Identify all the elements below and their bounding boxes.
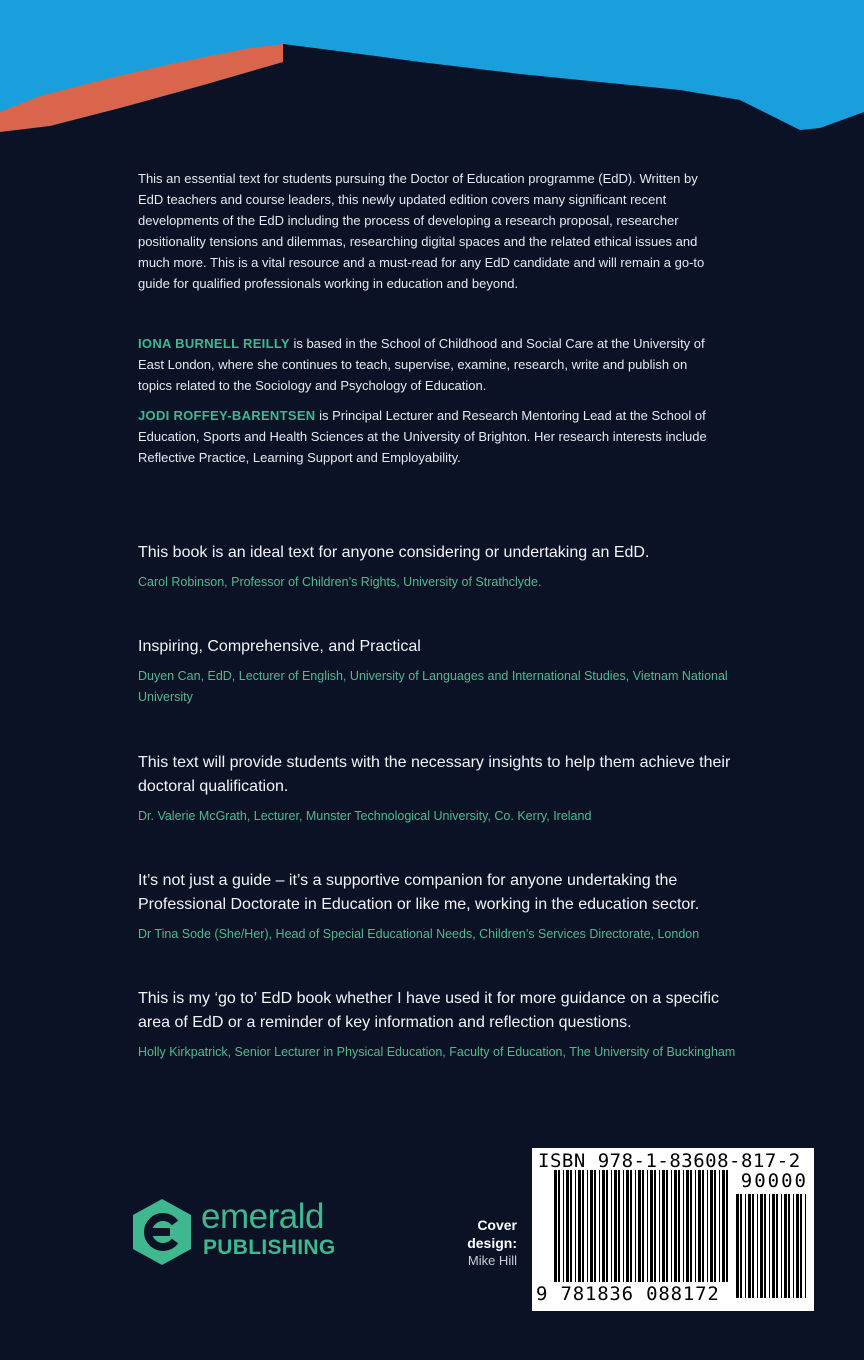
barcode-bar xyxy=(719,1170,720,1282)
endorsement-text-1: This book is an ideal text for anyone considering or undertaking an EdD. xyxy=(138,544,650,561)
barcode-bar xyxy=(772,1194,775,1298)
barcode-bar xyxy=(587,1170,588,1282)
barcode-bar xyxy=(570,1170,572,1282)
barcode-bar xyxy=(647,1170,648,1282)
barcode-bar xyxy=(707,1170,708,1282)
barcode-bar xyxy=(611,1170,612,1282)
barcode-bar xyxy=(563,1170,564,1282)
endorsement-text-4: It’s not just a guide – it’s a supportive companion for anyone undertaking the Professional Doctorate in Education or like me, working in the education sector. xyxy=(138,872,700,913)
barcode-bar xyxy=(757,1194,758,1298)
barcode-bar xyxy=(650,1170,653,1282)
isbn-barcode xyxy=(532,1148,814,1311)
endorsement-text-3: This text will provide students with the necessary insights to help them achieve their doctoral qualification. xyxy=(138,754,731,795)
barcode-bar xyxy=(623,1170,624,1282)
cover-design-credit xyxy=(440,1216,517,1270)
barcode-bar xyxy=(662,1170,665,1282)
barcode-bar xyxy=(642,1170,644,1282)
endorsement-4 xyxy=(138,869,738,945)
barcode-bar xyxy=(736,1194,739,1298)
barcode-bar xyxy=(764,1194,766,1298)
barcode-bar xyxy=(748,1194,751,1298)
barcode-bar xyxy=(784,1194,787,1298)
barcode-bar xyxy=(638,1170,641,1282)
endorsement-text-2: Inspiring, Comprehensive, and Practical xyxy=(138,638,421,655)
barcode-bar xyxy=(752,1194,754,1298)
book-description: This an essential text for students pursuing the Doctor of Education programme (EdD). Written by EdD teachers and course leaders, this newly updated edition covers many significant recent developments of the EdD including the process of developing a research proposal, researcher positionality tensions and dilemmas, researching digital spaces and the related ethical issues and much more. This is a vital resource and a must-read for any EdD candidate and will remain a go-to guide for qualified professionals working in education and beyond. xyxy=(138,171,705,291)
publisher-name-publishing: PUBLISHING xyxy=(203,1236,336,1259)
barcode-addon-number: 90000 xyxy=(740,1170,808,1192)
barcode-bar xyxy=(740,1194,742,1298)
barcode-bar xyxy=(558,1170,560,1282)
barcode-bar xyxy=(630,1170,632,1282)
author-bio-1 xyxy=(138,333,718,396)
barcode-bar xyxy=(578,1170,581,1282)
cover-design-label: Cover design: xyxy=(467,1217,517,1251)
barcode-bar xyxy=(710,1170,713,1282)
endorsement-text-5: This is my ‘go to’ EdD book whether I have used it for more guidance on a specific area of EdD or a reminder of key information and reflection questions. xyxy=(138,990,720,1031)
barcode-bar xyxy=(671,1170,672,1282)
author-name-2: JODI ROFFEY-BARENTSEN xyxy=(138,408,316,423)
barcode-bar xyxy=(678,1170,680,1282)
barcode-bar xyxy=(793,1194,794,1298)
barcode-bar xyxy=(686,1170,689,1282)
emerald-hexagon-logo-icon xyxy=(130,1197,194,1267)
ean-number: 9 781836 088172 xyxy=(536,1283,720,1305)
barcode-bar xyxy=(582,1170,584,1282)
barcode-bar xyxy=(626,1170,629,1282)
barcode-bar xyxy=(796,1194,799,1298)
endorsement-source-4: Dr Tina Sode (She/Her), Head of Special Educational Needs, Children’s Services Directorate, London xyxy=(138,927,700,941)
barcode-bar xyxy=(702,1170,704,1282)
author-bio-text-2: is Principal Lecturer and Research Mentoring Lead at the School of Education, Sports and Health Sciences at the University of Brighton. Her research interests include Reflective Practice, Learning Support and Employability. xyxy=(138,408,707,465)
barcode-bar xyxy=(618,1170,620,1282)
barcode-bar xyxy=(769,1194,770,1298)
barcode-bar xyxy=(695,1170,696,1282)
barcode-bar xyxy=(614,1170,617,1282)
barcode-bar xyxy=(781,1194,782,1298)
barcode-bar xyxy=(606,1170,608,1282)
endorsement-3 xyxy=(138,751,738,827)
endorsement-5 xyxy=(138,987,738,1063)
barcode-bar xyxy=(776,1194,778,1298)
endorsement-1 xyxy=(138,541,738,593)
cover-designer-name: Mike Hill xyxy=(467,1253,517,1268)
barcode-bar xyxy=(602,1170,605,1282)
endorsement-source-1: Carol Robinson, Professor of Children’s Rights, University of Strathclyde. xyxy=(138,575,542,589)
barcode-bar xyxy=(599,1170,600,1282)
barcode-bar xyxy=(745,1194,746,1298)
endorsement-source-5: Holly Kirkpatrick, Senior Lecturer in Physical Education, Faculty of Education, The University of Buckingham xyxy=(138,1045,736,1059)
barcode-bar xyxy=(760,1194,763,1298)
barcode-bar xyxy=(683,1170,684,1282)
barcode-bar xyxy=(805,1194,806,1298)
isbn-text: ISBN 978-1-83608-817-2 xyxy=(538,1150,801,1172)
barcode-bar xyxy=(635,1170,636,1282)
publisher-logo xyxy=(130,1197,360,1267)
barcode-bar xyxy=(590,1170,593,1282)
endorsement-2 xyxy=(138,635,738,708)
barcode-bar xyxy=(698,1170,701,1282)
barcode-bar xyxy=(575,1170,576,1282)
author-bio-text-1: is based in the School of Childhood and Social Care at the University of East London, where she continues to teach, supervise, examine, research, write and publish on topics related to the Sociology and Psychology of Education. xyxy=(138,336,705,393)
author-bio-2 xyxy=(138,405,718,468)
endorsement-source-2: Duyen Can, EdD, Lecturer of English, University of Languages and International Studies, Vietnam National University xyxy=(138,669,728,704)
barcode-bar xyxy=(722,1170,725,1282)
barcode-bar xyxy=(714,1170,716,1282)
barcode-bar xyxy=(594,1170,596,1282)
barcode-bar xyxy=(788,1194,790,1298)
barcode-bar xyxy=(654,1170,656,1282)
publisher-name-emerald: emerald xyxy=(201,1197,324,1236)
barcode-bar xyxy=(800,1194,802,1298)
barcode-bar xyxy=(554,1170,557,1282)
barcode-bar xyxy=(659,1170,660,1282)
barcode-bar xyxy=(726,1170,728,1282)
top-landscape-illustration xyxy=(0,0,864,150)
barcode-bar xyxy=(674,1170,677,1282)
author-name-1: IONA BURNELL REILLY xyxy=(138,336,290,351)
barcode-bar xyxy=(690,1170,692,1282)
endorsement-source-3: Dr. Valerie McGrath, Lecturer, Munster Technological University, Co. Kerry, Ireland xyxy=(138,809,592,823)
barcode-bar xyxy=(566,1170,569,1282)
barcode-bar xyxy=(666,1170,668,1282)
